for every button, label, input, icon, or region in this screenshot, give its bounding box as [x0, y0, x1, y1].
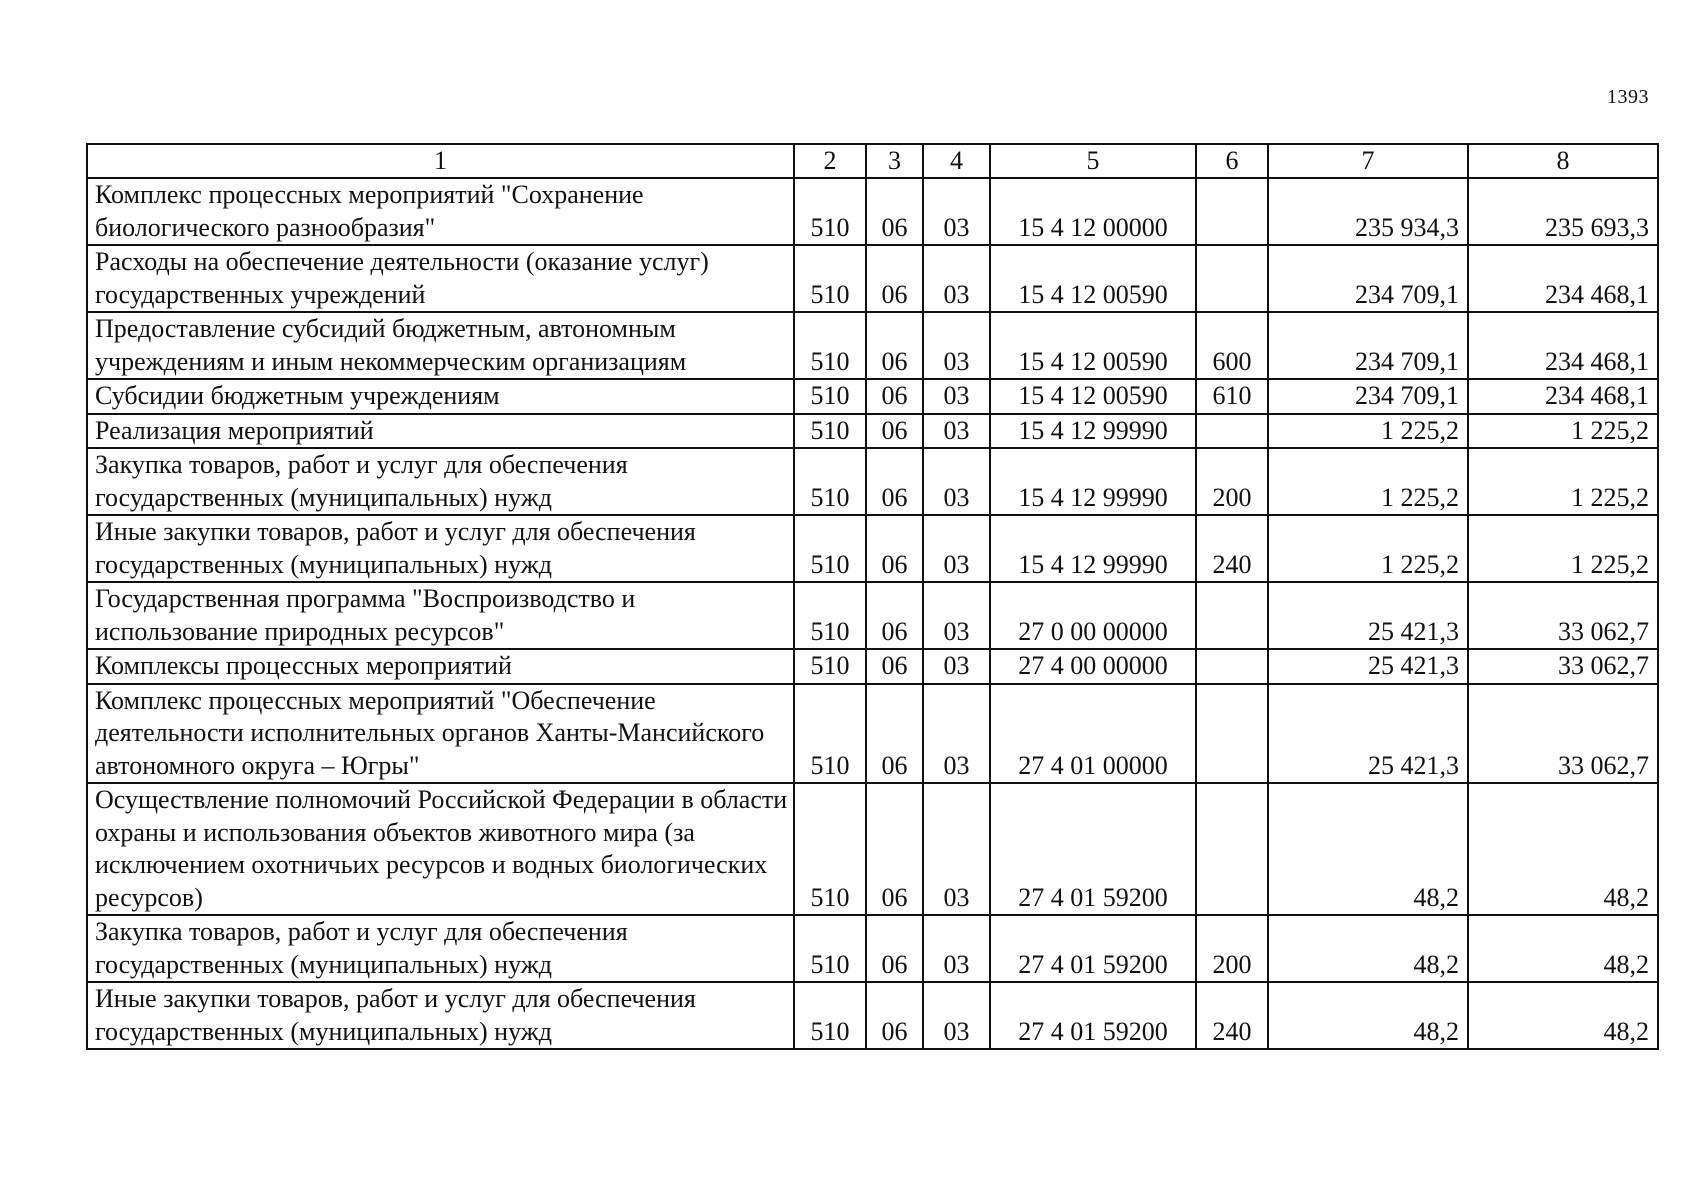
row-section-cell: 06 — [866, 915, 923, 982]
row-section-cell: 06 — [866, 582, 923, 649]
row-target-code-cell: 27 4 01 59200 — [990, 915, 1196, 982]
table-row — [87, 982, 1658, 1049]
row-expense-type-cell — [1196, 649, 1268, 684]
row-name-cell: Расходы на обеспечение деятельности (оказание услуг) государственных учреждений — [87, 245, 794, 312]
row-code-cell: 510 — [794, 515, 866, 582]
row-code-cell: 510 — [794, 178, 866, 245]
row-name-cell: Иные закупки товаров, работ и услуг для обеспечения государственных (муниципальных) нужд — [87, 515, 794, 582]
row-section-cell: 06 — [866, 684, 923, 784]
row-target-code-cell: 27 0 00 00000 — [990, 582, 1196, 649]
row-amount-cell: 25 421,3 — [1268, 649, 1468, 684]
row-target-code-cell: 15 4 12 00590 — [990, 312, 1196, 379]
row-name-cell: Закупка товаров, работ и услуг для обеспечения государственных (муниципальных) нужд — [87, 448, 794, 515]
row-code-cell: 510 — [794, 448, 866, 515]
row-code-cell: 510 — [794, 245, 866, 312]
row-amount-cell: 48,2 — [1468, 915, 1658, 982]
column-header: 6 — [1196, 144, 1268, 178]
column-header: 7 — [1268, 144, 1468, 178]
row-target-code-cell: 27 4 00 00000 — [990, 649, 1196, 684]
row-name-cell: Реализация мероприятий — [87, 414, 794, 449]
row-code-cell: 510 — [794, 582, 866, 649]
row-target-code-cell: 27 4 01 00000 — [990, 684, 1196, 784]
row-section-cell: 06 — [866, 649, 923, 684]
row-subsection-cell: 03 — [923, 684, 990, 784]
row-subsection-cell: 03 — [923, 178, 990, 245]
row-target-code-cell: 15 4 12 00590 — [990, 379, 1196, 414]
row-expense-type-cell — [1196, 414, 1268, 449]
table-row — [87, 684, 1658, 784]
row-amount-cell: 48,2 — [1468, 783, 1658, 915]
row-subsection-cell: 03 — [923, 582, 990, 649]
column-header: 2 — [794, 144, 866, 178]
row-expense-type-cell: 240 — [1196, 515, 1268, 582]
row-target-code-cell: 15 4 12 00590 — [990, 245, 1196, 312]
row-target-code-cell: 15 4 12 99990 — [990, 414, 1196, 449]
row-amount-cell: 1 225,2 — [1268, 448, 1468, 515]
table-body — [87, 178, 1658, 1049]
row-expense-type-cell: 600 — [1196, 312, 1268, 379]
column-header: 3 — [866, 144, 923, 178]
row-name-cell: Комплекс процессных мероприятий "Обеспечение деятельности исполнительных органов Ханты-Мансийского автономного округа – Югры" — [87, 684, 794, 784]
row-subsection-cell: 03 — [923, 414, 990, 449]
row-name-cell: Комплексы процессных мероприятий — [87, 649, 794, 684]
row-section-cell: 06 — [866, 178, 923, 245]
row-expense-type-cell: 240 — [1196, 982, 1268, 1049]
row-amount-cell: 33 062,7 — [1468, 582, 1658, 649]
row-amount-cell: 48,2 — [1268, 915, 1468, 982]
row-code-cell: 510 — [794, 783, 866, 915]
row-amount-cell: 48,2 — [1268, 783, 1468, 915]
row-section-cell: 06 — [866, 245, 923, 312]
row-amount-cell: 234 468,1 — [1468, 312, 1658, 379]
row-amount-cell: 33 062,7 — [1468, 684, 1658, 784]
row-target-code-cell: 27 4 01 59200 — [990, 783, 1196, 915]
row-subsection-cell: 03 — [923, 783, 990, 915]
row-subsection-cell: 03 — [923, 515, 990, 582]
row-target-code-cell: 15 4 12 00000 — [990, 178, 1196, 245]
row-name-cell: Предоставление субсидий бюджетным, автономным учреждениям и иным некоммерческим организациям — [87, 312, 794, 379]
row-expense-type-cell — [1196, 783, 1268, 915]
row-name-cell: Государственная программа "Воспроизводство и использование природных ресурсов" — [87, 582, 794, 649]
page-number: 1393 — [1607, 86, 1649, 108]
row-expense-type-cell: 200 — [1196, 448, 1268, 515]
column-header: 1 — [87, 144, 794, 178]
row-section-cell: 06 — [866, 312, 923, 379]
row-code-cell: 510 — [794, 915, 866, 982]
row-code-cell: 510 — [794, 414, 866, 449]
row-target-code-cell: 15 4 12 99990 — [990, 515, 1196, 582]
row-name-cell: Закупка товаров, работ и услуг для обеспечения государственных (муниципальных) нужд — [87, 915, 794, 982]
row-code-cell: 510 — [794, 379, 866, 414]
row-expense-type-cell — [1196, 245, 1268, 312]
row-amount-cell: 48,2 — [1268, 982, 1468, 1049]
row-amount-cell: 33 062,7 — [1468, 649, 1658, 684]
table-row — [87, 915, 1658, 982]
row-amount-cell: 234 709,1 — [1268, 379, 1468, 414]
row-subsection-cell: 03 — [923, 649, 990, 684]
row-amount-cell: 1 225,2 — [1468, 414, 1658, 449]
table-row — [87, 582, 1658, 649]
row-section-cell: 06 — [866, 982, 923, 1049]
row-target-code-cell: 15 4 12 99990 — [990, 448, 1196, 515]
table-row — [87, 414, 1658, 449]
row-amount-cell: 235 934,3 — [1268, 178, 1468, 245]
column-number-row — [87, 144, 1658, 178]
row-subsection-cell: 03 — [923, 312, 990, 379]
budget-table — [86, 143, 1659, 1050]
table-row — [87, 783, 1658, 915]
row-name-cell: Субсидии бюджетным учреждениям — [87, 379, 794, 414]
column-header: 8 — [1468, 144, 1658, 178]
row-section-cell: 06 — [866, 379, 923, 414]
row-amount-cell: 25 421,3 — [1268, 684, 1468, 784]
row-amount-cell: 234 709,1 — [1268, 312, 1468, 379]
row-subsection-cell: 03 — [923, 982, 990, 1049]
row-amount-cell: 235 693,3 — [1468, 178, 1658, 245]
row-section-cell: 06 — [866, 448, 923, 515]
row-amount-cell: 234 468,1 — [1468, 379, 1658, 414]
table-row — [87, 649, 1658, 684]
table-row — [87, 448, 1658, 515]
row-amount-cell: 25 421,3 — [1268, 582, 1468, 649]
row-expense-type-cell — [1196, 582, 1268, 649]
table-row — [87, 379, 1658, 414]
table-row — [87, 312, 1658, 379]
row-code-cell: 510 — [794, 982, 866, 1049]
row-code-cell: 510 — [794, 312, 866, 379]
table-row — [87, 515, 1658, 582]
row-section-cell: 06 — [866, 515, 923, 582]
row-amount-cell: 48,2 — [1468, 982, 1658, 1049]
row-name-cell: Иные закупки товаров, работ и услуг для обеспечения государственных (муниципальных) нужд — [87, 982, 794, 1049]
row-expense-type-cell — [1196, 178, 1268, 245]
column-header: 4 — [923, 144, 990, 178]
column-header: 5 — [990, 144, 1196, 178]
row-name-cell: Осуществление полномочий Российской Федерации в области охраны и использования объектов животного мира (за исключением охотничьих ресурсов и водных биологических ресурсов) — [87, 783, 794, 915]
row-section-cell: 06 — [866, 783, 923, 915]
table-row — [87, 245, 1658, 312]
row-target-code-cell: 27 4 01 59200 — [990, 982, 1196, 1049]
row-code-cell: 510 — [794, 649, 866, 684]
row-amount-cell: 1 225,2 — [1468, 515, 1658, 582]
row-amount-cell: 234 468,1 — [1468, 245, 1658, 312]
row-name-cell: Комплекс процессных мероприятий "Сохранение биологического разнообразия" — [87, 178, 794, 245]
row-amount-cell: 1 225,2 — [1268, 414, 1468, 449]
row-expense-type-cell — [1196, 684, 1268, 784]
row-subsection-cell: 03 — [923, 448, 990, 515]
row-section-cell: 06 — [866, 414, 923, 449]
row-expense-type-cell: 610 — [1196, 379, 1268, 414]
row-subsection-cell: 03 — [923, 915, 990, 982]
row-subsection-cell: 03 — [923, 379, 990, 414]
row-code-cell: 510 — [794, 684, 866, 784]
row-amount-cell: 1 225,2 — [1268, 515, 1468, 582]
row-amount-cell: 234 709,1 — [1268, 245, 1468, 312]
row-amount-cell: 1 225,2 — [1468, 448, 1658, 515]
row-expense-type-cell: 200 — [1196, 915, 1268, 982]
table-row — [87, 178, 1658, 245]
row-subsection-cell: 03 — [923, 245, 990, 312]
